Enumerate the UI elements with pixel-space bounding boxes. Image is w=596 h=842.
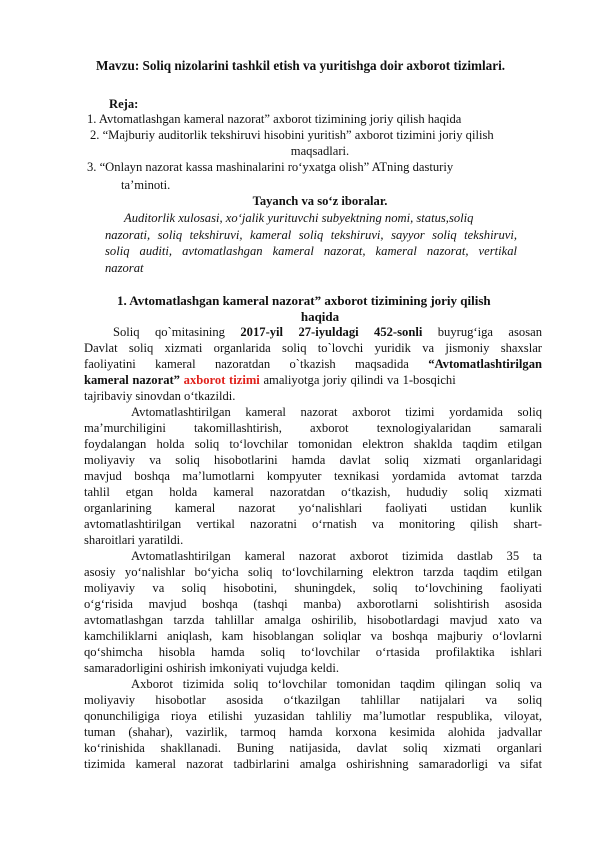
paragraph-line: qo‘shimcha hisobla hamda soliq to‘lovchilar o‘rtasida profilaktika ishlari [84,645,542,659]
paragraph-line: tizimida kameral nazorat tadbirlarini amalga oshirishning samaradorligi va sifat [84,757,542,771]
highlighted-term: axborot tizimi [183,373,260,387]
paragraph-line: Axborot tizimida soliq to‘lovchilar tomonidan taqdim qilingan soliq va [131,677,542,691]
plan-item: ta’minoti. [121,178,171,192]
paragraph-line: Soliq qo`mitasining 2017-yil 27-iyuldagi 452-sonli buyrug‘iga asosan [113,325,542,339]
paragraph-line: kameral nazorat” axborot tizimi amaliyotga joriy qilindi va 1-bosqichi [84,373,456,387]
keywords-line: Auditorlik xulosasi, xo‘jalik yurituvchi subyektning nomi, status,soliq [124,211,474,225]
keywords-line: nazorat [105,261,144,275]
paragraph-line: ko‘rinishida shakllanadi. Buning natijasida, davlat soliq xizmati organlari [84,741,542,755]
paragraph-line: faoliyatini kameral nazoratdan o`tkazish maqsadida “Avtomatlashtirilgan [84,357,542,371]
paragraph-line: qonunchiligiga rioya etilishi yuzasidan tahliliy ma’lumotlar respublika, viloyat, [84,709,542,723]
paragraph-line: tuman (shahar), vazirlik, tarmoq hamda korxona kesimida alohida jadvallar [84,725,542,739]
plan-item: 1. Avtomatlashgan kameral nazorat” axborot tizimining joriy qilish haqida [87,112,462,126]
plan-item: maqsadlari. [290,144,350,158]
paragraph-line: moliyaviy hisobotlar asosida o‘tkazilgan tahlillar natijalari va soliq [84,693,542,707]
paragraph-line: sharoitlari yaratildi. [84,533,184,547]
paragraph-line: kamchiliklarni aniqlash, kam hisoblangan soliqlar va boshqa majburiy o‘lovlarni [84,629,542,643]
paragraph-line: Avtomatlashtirilgan kameral nazorat axborot tizimida dastlab 35 ta [131,549,542,563]
paragraph-line: tajribaviy sinovdan o‘tkazildi. [84,389,236,403]
keywords-line: nazorati, soliq tekshiruvi, kameral soliq tekshiruvi, sayyor soliq tekshiruvi, [105,228,517,242]
plan-label: Reja: [109,97,139,111]
plan-item: 2. “Majburiy auditorlik tekshiruvi hisobini yuritish” axborot tizimini joriy qilish [90,128,494,142]
paragraph-line: avtomatlashtirilgan vertikal nazoratni o‘rnatish va monitoring qilish shart- [84,517,542,531]
paragraph-line: o‘g‘risida mavjud boshqa (tashqi manba) axborotlarni solishtirish asosida [84,597,542,611]
paragraph-line: foydalangan holda soliq to‘lovchilar tomonidan elektron shaklda taqdim etilgan [84,437,542,451]
plan-item: 3. “Onlayn nazorat kassa mashinalarini ro‘yxatga olish” ATning dasturiy [87,160,454,174]
section-heading: 1. Avtomatlashgan kameral nazorat” axborot tizimining joriy qilish [117,293,491,308]
paragraph-line: Davlat soliq xizmati organlarida soliq to`lovchi yuridik va jismoniy shaxslar [84,341,542,355]
keywords-heading: Tayanch va so‘z iboralar. [252,194,388,208]
paragraph-line: samaradorligini oshirish imkoniyati vujudga keldi. [84,661,339,675]
paragraph-line: Avtomatlashtirilgan kameral nazorat axborot tizimi yordamida soliq [131,405,542,419]
paragraph-line: moliyaviy va soliq hisobotlarini hamda davlat soliq xizmati organlaridagi [84,453,542,467]
paragraph-line: avtomatlashgan tarzda tahlillar amalga oshirilib, hisobotlardagi mavjud xato va [84,613,542,627]
section-heading: haqida [300,309,340,324]
paragraph-line: tahlil etgan holda kameral nazoratdan o‘tkazish, hududiy soliq xizmati [84,485,542,499]
keywords-line: soliq auditi, avtomatlashgan kameral nazorat, kameral nazorat, vertikal [105,244,517,258]
paragraph-line: mavjud boshqa ma’lumotlarni kompyuter texnikasi yordamida avtomat tarzda [84,469,542,483]
paragraph-line: ma’murchiligini takomillashtirish, axborot texnologiyalaridan samarali [84,421,542,435]
document-title: Mavzu: Soliq nizolarini tashkil etish va yuritishga doir axborot tizimlari. [96,58,506,73]
paragraph-line: asosiy yo‘nalishlar bo‘yicha soliq to‘lovchilarning elektron tarzda taqdim etilgan [84,565,542,579]
paragraph-line: moliyaviy va soliq hisobotini, shuningdek, soliq to‘lovchining faoliyati [84,581,542,595]
paragraph-line: organlarining kameral nazorat yo‘nalishlari faoliyati ustidan kunlik [84,501,542,515]
